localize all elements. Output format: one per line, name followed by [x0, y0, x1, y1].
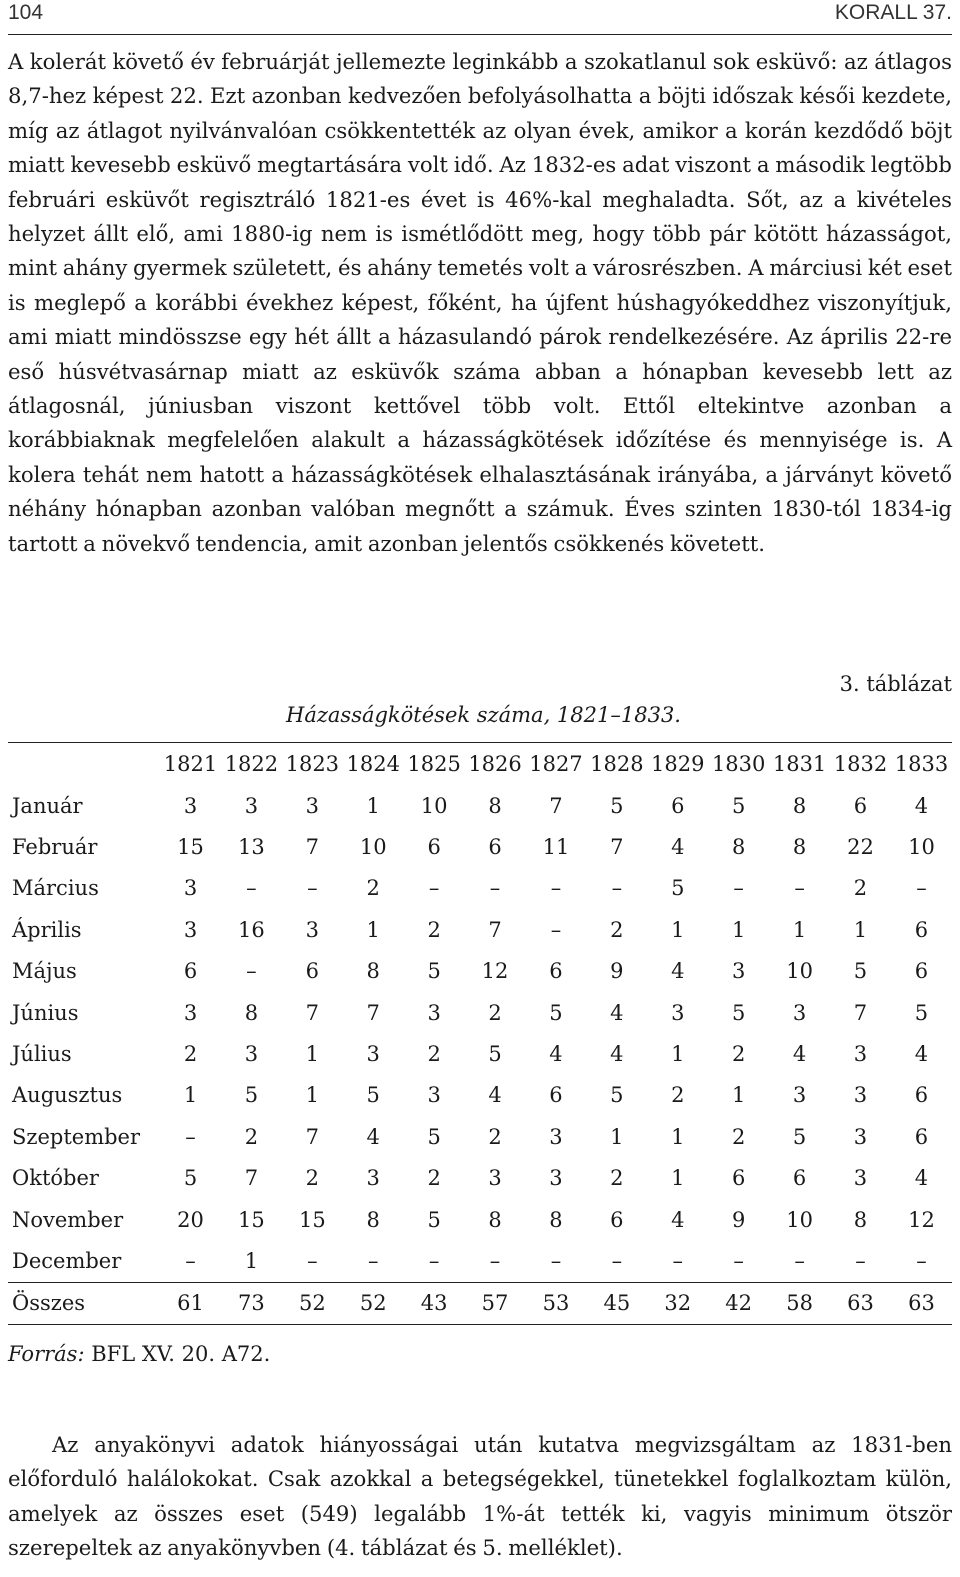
table-cell: –: [916, 1248, 927, 1273]
table-row: [8, 909, 952, 950]
table-cell: 10: [908, 835, 935, 860]
year-header: 1823: [285, 752, 340, 776]
table-cell: 1: [183, 1083, 198, 1108]
table-cell: 3: [853, 1042, 868, 1067]
year-header: 1828: [590, 752, 644, 776]
table-cell: 1: [366, 917, 380, 942]
month-label: Január: [12, 793, 83, 818]
table-cell: 6: [671, 793, 685, 818]
table-cell: 7: [305, 1000, 320, 1025]
table-cell: 5: [488, 1042, 502, 1067]
table-cell: 1: [731, 1083, 746, 1108]
table-cell: 3: [305, 917, 320, 942]
table-cell: 7: [549, 793, 563, 818]
table-cell: 8: [792, 835, 807, 860]
table-cell: 9: [731, 1207, 746, 1232]
table-cell: 7: [853, 1000, 868, 1025]
table-cell: 3: [183, 1000, 198, 1025]
table-cell: 4: [671, 1207, 685, 1232]
table-cell: 4: [549, 1042, 563, 1067]
table-cell: 5: [731, 1000, 746, 1025]
table-cell: 3: [183, 793, 198, 818]
table-cell: 2: [366, 876, 380, 901]
table-cell: 4: [610, 1000, 624, 1025]
table-cell: –: [367, 1248, 379, 1273]
table-cell: 3: [244, 1042, 259, 1067]
table-cell: 4: [792, 1042, 807, 1067]
table-cell: 6: [427, 835, 441, 860]
table-cell: –: [794, 876, 805, 901]
table-cell: 6: [914, 917, 929, 942]
table-row: [8, 826, 952, 867]
table-cell: 32: [647, 1282, 708, 1324]
table-cell: 6: [792, 1166, 807, 1191]
table-row: [8, 1075, 952, 1116]
table-cell: 5: [183, 1166, 198, 1191]
month-label: Április: [12, 917, 82, 942]
table-cell: 8: [853, 1207, 868, 1232]
table-cell: 10: [786, 1207, 813, 1232]
table-cell: 4: [488, 1083, 502, 1108]
month-label: Február: [12, 835, 98, 860]
table-body: [8, 785, 952, 1325]
year-header: 1824: [346, 752, 400, 776]
table-cell: 6: [914, 959, 929, 984]
table-cell: –: [185, 1248, 196, 1273]
year-header: 1825: [407, 752, 461, 776]
table-cell: 1: [610, 1124, 624, 1149]
table-cell: 3: [366, 1042, 380, 1067]
table-cell: 1: [671, 1042, 685, 1067]
table-cell: –: [916, 876, 927, 901]
month-label: Július: [12, 1042, 72, 1067]
table-cell: –: [550, 917, 562, 942]
table-cell: 7: [305, 835, 320, 860]
table-cell: 7: [488, 917, 502, 942]
table-cell: –: [733, 876, 744, 901]
marriages-table: [8, 742, 952, 1325]
table-row: [8, 1199, 952, 1240]
table-cell: 7: [244, 1166, 259, 1191]
journal-name: KORALL 37.: [834, 1, 952, 24]
table-cell: 4: [671, 959, 685, 984]
table-cell: 22: [847, 835, 874, 860]
table-cell: 5: [610, 793, 624, 818]
table-cell: 61: [160, 1282, 221, 1324]
table-cell: 15: [298, 1207, 326, 1232]
table-cell: 52: [343, 1282, 404, 1324]
table-cell: 3: [853, 1083, 868, 1108]
table-cell: 1: [731, 917, 746, 942]
table-cell: 10: [786, 959, 813, 984]
table-cell: –: [489, 1248, 501, 1273]
table-cell: 1: [671, 1166, 685, 1191]
table-cell: 8: [244, 1000, 259, 1025]
table-cell: 12: [481, 959, 509, 984]
table-cell: 7: [305, 1124, 320, 1149]
table-cell: –: [246, 959, 257, 984]
table-cell: 6: [914, 1083, 929, 1108]
table-row: [8, 1158, 952, 1199]
table-cell: 4: [671, 835, 685, 860]
source-note: [8, 1342, 270, 1366]
year-header: 1830: [711, 752, 766, 776]
table-cell: 3: [427, 1000, 441, 1025]
table-cell: 3: [183, 876, 198, 901]
table-cell: 2: [488, 1000, 502, 1025]
table-cell: 3: [183, 917, 198, 942]
table-cell: 7: [366, 1000, 380, 1025]
month-label: Összes: [8, 1282, 160, 1324]
table-row: [8, 868, 952, 909]
table-cell: –: [672, 1248, 684, 1273]
table-cell: –: [307, 1248, 318, 1273]
table-cell: 4: [914, 1166, 929, 1191]
table-cell: 3: [549, 1124, 563, 1149]
table-cell: 20: [177, 1207, 204, 1232]
year-header: 1821: [163, 752, 218, 776]
table-cell: 5: [549, 1000, 563, 1025]
table-cell: 6: [305, 959, 320, 984]
table-cell: 2: [244, 1124, 259, 1149]
table-cell: 6: [183, 959, 198, 984]
table-cell: 7: [610, 835, 624, 860]
table-cell: 2: [731, 1042, 746, 1067]
table-cell: 5: [853, 959, 868, 984]
month-label: Június: [12, 1000, 79, 1025]
table-cell: 3: [366, 1166, 380, 1191]
table-cell: 2: [610, 1166, 624, 1191]
table-cell: 2: [853, 876, 868, 901]
table-cell: 8: [366, 959, 380, 984]
table-cell: 52: [282, 1282, 343, 1324]
table-cell: 58: [769, 1282, 830, 1324]
table-row: [8, 785, 952, 826]
table-cell: 1: [305, 1083, 320, 1108]
table-cell: –: [855, 1248, 866, 1273]
table-row: [8, 1116, 952, 1157]
table-cell: 12: [908, 1207, 935, 1232]
table-cell: 9: [610, 959, 624, 984]
table-header-row: [8, 743, 952, 786]
table-cell: –: [185, 1124, 196, 1149]
month-label: Augusztus: [12, 1083, 123, 1108]
table-cell: 8: [488, 1207, 502, 1232]
table-cell: 13: [238, 835, 265, 860]
table-cell: –: [428, 876, 440, 901]
table-row: [8, 951, 952, 992]
year-header: 1831: [772, 752, 827, 776]
table-cell: 4: [610, 1042, 624, 1067]
table-cell: –: [246, 876, 257, 901]
year-header: 1822: [224, 752, 279, 776]
source-label: Forrás:: [8, 1342, 85, 1366]
table-cell: 3: [853, 1166, 868, 1191]
table-cell: 3: [671, 1000, 685, 1025]
table-cell: –: [489, 876, 501, 901]
table-cell: 42: [708, 1282, 769, 1324]
table-cell: 6: [853, 793, 868, 818]
table-cell: 5: [792, 1124, 807, 1149]
month-label: Március: [12, 876, 99, 901]
table-cell: 63: [830, 1282, 891, 1324]
table-cell: 3: [305, 793, 320, 818]
year-header: 1832: [833, 752, 888, 776]
month-label: November: [12, 1207, 124, 1232]
table-cell: 1: [244, 1248, 259, 1273]
table-cell: 1: [792, 917, 807, 942]
table-cell: 1: [305, 1042, 320, 1067]
table-cell: 1: [366, 793, 380, 818]
table-cell: 3: [792, 1083, 807, 1108]
table-cell: 2: [731, 1124, 746, 1149]
body-text-bottom: [8, 1428, 952, 1566]
table-cell: 6: [549, 1083, 563, 1108]
table-cell: 5: [427, 959, 441, 984]
table-cell: –: [611, 1248, 623, 1273]
page-header: [8, 0, 952, 35]
paragraph: A kolerát követő év februárját jellemezte leginkább a szokatlanul sok esküvő: az átlagos 8,7-hez képest 22. Ezt azonban kedvezően befolyásolhatta a böjti időszak késői kezdete, míg az átlagot nyilvánvalóan csökkentették az olyan évek, amikor a korán kezdődő böjt miatt kevesebb esküvő megtartására volt idő. Az 1832-es adat viszont a második legtöbb februári esküvőt regisztráló 1821-es évet is 46%-kal meghaladta. Sőt, az a kivételes helyzet állt elő, ami 1880-ig nem is ismétlődött meg, hogy több pár kötött házasságot, mint ahány gyermek született, és ahány temetés volt a városrészben. A márciusi két eset is meglepő a korábbi évekhez képest, főként, ha újfent húshagyókeddhez viszonyítjuk, ami miatt mindösszse egy hét állt a házasulandó párok rendelkezésére. Az április 22-re eső húsvétvasárnap miatt az esküvők száma abban a hónapban kevesebb lett az átlagosnál, júniusban viszont kettővel több volt. Ettől eltekintve azonban a korábbiaknak megfelelően alakult a házasságkötések időzítése és mennyisége is. A kolera tehát nem hatott a házasságkötések elhalasztásának irányába, a járványt követő néhány hónapban azonban valóban megnőtt a számuk. Éves szinten 1830-tól 1834-ig tartott a növekvő tendencia, amit azonban jelentős csökkenés követett.: [8, 49, 952, 556]
table-cell: 53: [526, 1282, 587, 1324]
table-cell: –: [550, 876, 562, 901]
table-cell: –: [733, 1248, 744, 1273]
table-cell: 10: [359, 835, 387, 860]
table-cell: 5: [244, 1083, 259, 1108]
paragraph: Az anyakönyvi adatok hiányosságai után kutatva megvizsgáltam az 1831-ben előforduló halálokokat. Csak azokkal a betegségekkel, tünetekkel foglalkoztam külön, amelyek az összes eset (549) legalább 1%-át tették ki, vagyis minimum ötször szerepeltek az anyakönyvben (4. táblázat és 5. melléklet).: [8, 1432, 952, 1561]
table-cell: 73: [221, 1282, 282, 1324]
table-cell: 6: [914, 1124, 929, 1149]
table-cell: 8: [366, 1207, 380, 1232]
table-cell: 1: [671, 917, 685, 942]
body-text-top: [8, 45, 952, 561]
table-cell: –: [550, 1248, 562, 1273]
table-cell: 63: [891, 1282, 952, 1324]
table-cell: 8: [731, 835, 746, 860]
table-cell: 6: [549, 959, 563, 984]
table-cell: 1: [853, 917, 868, 942]
table-cell: –: [428, 1248, 440, 1273]
table-cell: –: [794, 1248, 805, 1273]
table-cell: 16: [238, 917, 265, 942]
table-row: [8, 1033, 952, 1074]
table-label: 3. táblázat: [839, 672, 952, 696]
table-cell: 4: [914, 1042, 929, 1067]
table-cell: 3: [488, 1166, 502, 1191]
year-header: 1833: [894, 752, 949, 776]
table-cell: 3: [244, 793, 259, 818]
table-cell: 3: [731, 959, 746, 984]
table-cell: 8: [792, 793, 807, 818]
table-row: [8, 1240, 952, 1282]
table-cell: 5: [731, 793, 746, 818]
table-cell: 5: [427, 1207, 441, 1232]
table-cell: 11: [542, 835, 570, 860]
total-row: [8, 1282, 952, 1324]
table-cell: 5: [427, 1124, 441, 1149]
table-cell: 4: [366, 1124, 380, 1149]
month-label: Október: [12, 1166, 99, 1191]
table-cell: –: [307, 876, 318, 901]
table-cell: 6: [731, 1166, 746, 1191]
table-cell: 3: [427, 1083, 441, 1108]
month-label: December: [12, 1248, 122, 1273]
table-cell: 5: [671, 876, 685, 901]
table-cell: 1: [671, 1124, 685, 1149]
year-header: 1827: [529, 752, 583, 776]
table-cell: 3: [549, 1166, 563, 1191]
table-cell: 2: [671, 1083, 685, 1108]
table-cell: 45: [586, 1282, 647, 1324]
table-cell: 8: [488, 793, 502, 818]
table-cell: 3: [853, 1124, 868, 1149]
page-number: 104: [8, 1, 44, 24]
table-cell: 10: [420, 793, 448, 818]
table-cell: 57: [465, 1282, 526, 1324]
table-cell: 2: [427, 917, 441, 942]
table-cell: 2: [488, 1124, 502, 1149]
table-cell: 6: [610, 1207, 624, 1232]
table-cell: 2: [183, 1042, 198, 1067]
year-header: 1829: [651, 752, 705, 776]
table-cell: 15: [238, 1207, 265, 1232]
table-cell: 5: [610, 1083, 624, 1108]
month-label: Május: [12, 959, 77, 984]
table-row: [8, 992, 952, 1033]
table-cell: 4: [914, 793, 929, 818]
table-cell: 5: [366, 1083, 380, 1108]
source-text: BFL XV. 20. A72.: [91, 1342, 271, 1366]
table-cell: 2: [305, 1166, 320, 1191]
year-header: 1826: [468, 752, 522, 776]
table-cell: 2: [427, 1166, 441, 1191]
table-title: Házasságkötések száma, 1821–1833.: [286, 703, 681, 727]
table-cell: –: [611, 876, 623, 901]
table-cell: 15: [177, 835, 204, 860]
table-cell: 8: [549, 1207, 563, 1232]
table-cell: 6: [488, 835, 502, 860]
table-cell: 43: [404, 1282, 465, 1324]
table-cell: 2: [610, 917, 624, 942]
corner-cell: [8, 743, 160, 786]
table-cell: 5: [914, 1000, 929, 1025]
month-label: Szeptember: [12, 1124, 141, 1149]
table-cell: 2: [427, 1042, 441, 1067]
table-cell: 3: [792, 1000, 807, 1025]
